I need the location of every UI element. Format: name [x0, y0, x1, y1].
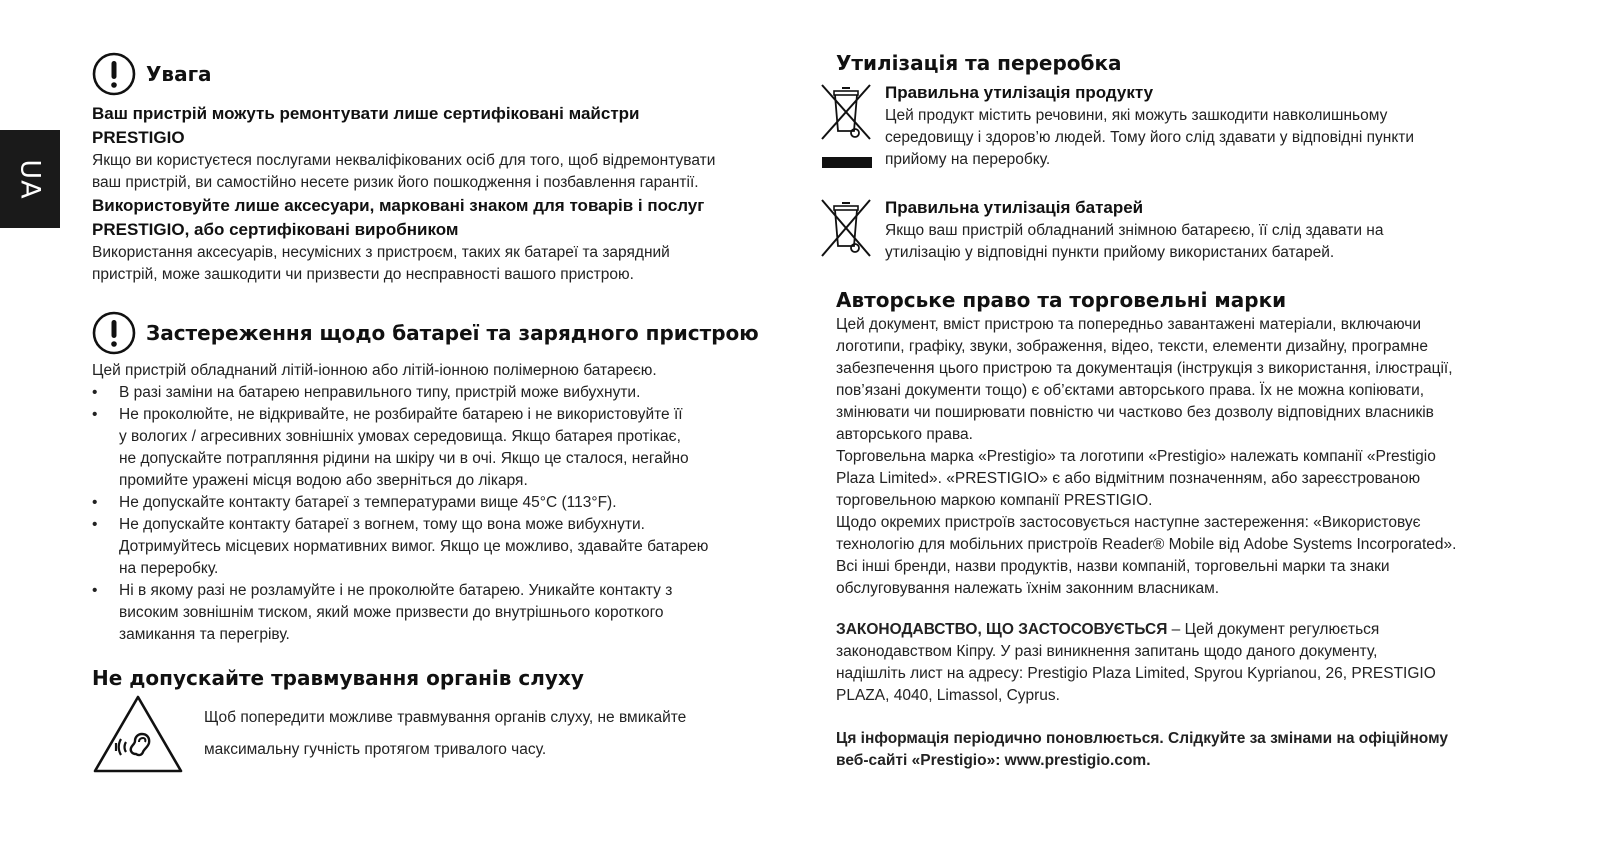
battery-bullet-item — [92, 514, 792, 580]
product-disposal-line: Цей продукт містить речовини, які можуть зашкодити навколишньому — [885, 107, 1388, 124]
bullet-line: у вологих / агресивних зовнішніх умовах середовища. Якщо батарея протікає, — [119, 428, 681, 445]
copyright-line: авторського права. — [836, 426, 973, 443]
law-bold-lead: ЗАКОНОДАВСТВО, ЩО ЗАСТОСОВУЄТЬСЯ — [836, 621, 1168, 638]
hearing-text — [204, 702, 686, 766]
bullet-line: високим зовнішнім тиском, який може призвести до внутрішнього короткого — [119, 604, 664, 621]
copyright-line: технологію для мобільних пристроїв Reader® Mobile від Adobe Systems Incorporated». — [836, 536, 1457, 553]
update-notice-line1: Ця інформація періодично поновлюється. Слідкуйте за змінами на офіційному — [836, 730, 1448, 747]
copyright-line: обслуговування належать їхнім законним власникам. — [836, 580, 1220, 597]
copyright-line: торговельною маркою компанії PRESTIGIO. — [836, 492, 1153, 509]
exclamation-circle-icon — [92, 311, 136, 355]
bullet-line: Не допускайте контакту батареї з температурами вище 45°C (113°F). — [119, 494, 617, 511]
battery-disposal-line: утилізацію у відповідні пункти прийому використаних батарей. — [885, 244, 1335, 261]
hearing-title: Не допускайте травмування органів слуху — [92, 666, 584, 690]
battery-section — [92, 360, 792, 646]
attention-title: Увага — [146, 62, 212, 86]
copyright-title: Авторське право та торговельні марки — [836, 288, 1287, 312]
repair-text-line2: ваш пристрій, ви самостійно несете ризик його пошкодження і позбавлення гарантії. — [92, 174, 699, 191]
battery-disposal-text — [885, 220, 1525, 264]
bullet-line: на переробку. — [119, 560, 219, 577]
battery-disposal-heading: Правильна утилізація батарей — [885, 198, 1144, 217]
hearing-text-line2: максимальну гучність протягом тривалого часу. — [204, 741, 547, 758]
battery-bullet-item — [92, 382, 792, 404]
product-disposal-heading: Правильна утилізація продукту — [885, 83, 1154, 102]
attention-section — [92, 102, 792, 286]
battery-bullet-list — [92, 382, 792, 646]
bullet-line: Дотримуйтесь місцевих нормативних вимог. Якщо це можливо, здавайте батарею — [119, 538, 709, 555]
copyright-line: Торговельна марка «Prestigio» та логотипи «Prestigio» належать компанії «Prestigio — [836, 448, 1436, 465]
bullet-line: Не проколюйте, не відкривайте, не розбирайте батарею і не використовуйте її — [119, 406, 683, 423]
product-disposal-line: середовищу і здоров’ю людей. Тому його слід здавати у відповідні пункти — [885, 129, 1415, 146]
bullet-line: не допускайте потрапляння рідини на шкіру чи в очі. Якщо це сталося, негайно — [119, 450, 689, 467]
repair-text-line1: Якщо ви користуєтеся послугами некваліфікованих осіб для того, щоб відремонтувати — [92, 152, 716, 169]
language-tab — [0, 130, 60, 228]
language-tab-label: UA — [14, 158, 46, 200]
accessories-text-line2: пристрій, може зашкодити чи призвести до несправності вашого пристрою. — [92, 266, 634, 283]
product-disposal — [885, 81, 1525, 171]
battery-intro: Цей пристрій обладнаний літій-іонною або літій-іонною полімерною батареєю. — [92, 362, 657, 379]
copyright-line: Plaza Limited». «PRESTIGIO» є або відмітним позначенням, або зареєстрованою — [836, 470, 1421, 487]
product-bin-icon-wrap — [818, 81, 874, 178]
copyright-line: Щодо окремих пристроїв застосовується наступне застереження: «Використовує — [836, 514, 1421, 531]
product-disposal-line: прийому на переробку. — [885, 151, 1051, 168]
accessories-heading-line1: Використовуйте лише аксесуари, марковані знаком для товарів і послуг — [92, 196, 705, 215]
bullet-line: промийте уражені місця водою або зверніться до лікаря. — [119, 472, 528, 489]
attention-header — [92, 52, 212, 96]
battery-disposal — [885, 196, 1525, 264]
product-disposal-text — [885, 105, 1525, 171]
law-line: PLAZA, 4040, Limassol, Cyprus. — [836, 687, 1060, 704]
law-line1-rest: – Цей документ регулюється — [1167, 621, 1380, 638]
battery-bullet-item — [92, 404, 792, 492]
copyright-line: пов’язані документи тощо) є об’єктами авторського права. Їх не можна копіювати, — [836, 382, 1425, 399]
copyright-line: логотипи, графіку, звуки, зображення, відео, тексти, елементи дизайну, програмне — [836, 338, 1428, 355]
battery-bin-icon-wrap — [818, 196, 874, 265]
bullet-line: Не допускайте контакту батареї з вогнем, тому що вона може вибухнути. — [119, 516, 645, 533]
battery-title: Застереження щодо батареї та зарядного пристрою — [146, 321, 759, 345]
bullet-line: Ні в якому разі не розламуйте і не проколюйте батарею. Уникайте контакту з — [119, 582, 673, 599]
law-text — [836, 619, 1536, 707]
battery-bullet-item — [92, 492, 792, 514]
repair-heading — [92, 102, 792, 150]
hearing-warning-icon — [92, 694, 184, 779]
bullet-line: замикання та перегріву. — [119, 626, 290, 643]
crossed-bin-icon — [818, 81, 874, 173]
ear-warning-icon — [92, 694, 184, 774]
repair-heading-line1: Ваш пристрій можуть ремонтувати лише сертифіковані майстри — [92, 104, 640, 123]
crossed-bin-icon — [818, 196, 874, 260]
law-lines — [836, 643, 1436, 704]
update-notice-line2: веб-сайті «Prestigio»: www.prestigio.com. — [836, 752, 1151, 769]
battery-disposal-line: Якщо ваш пристрій обладнаний знімною батареєю, її слід здавати на — [885, 222, 1384, 239]
update-notice — [836, 728, 1536, 772]
repair-heading-line2: PRESTIGIO — [92, 128, 185, 147]
accessories-heading — [92, 194, 792, 242]
hearing-text-line1: Щоб попередити можливе травмування органів слуху, не вмикайте — [204, 709, 687, 726]
bullet-line: В разі заміни на батарею неправильного типу, пристрій може вибухнути. — [119, 384, 641, 401]
battery-bullet-item — [92, 580, 792, 646]
repair-text — [92, 150, 792, 194]
battery-header — [92, 311, 759, 355]
copyright-text — [836, 314, 1536, 600]
copyright-line: Цей документ, вміст пристрою та попередньо завантажені матеріали, включаючи — [836, 316, 1421, 333]
law-line: надішліть лист на адресу: Prestigio Plaza Limited, Spyrou Kyprianou, 26, PRESTIGIO — [836, 665, 1436, 682]
law-line: законодавством Кіпру. У разі виникнення запитань щодо даного документу, — [836, 643, 1378, 660]
exclamation-circle-icon — [92, 52, 136, 96]
accessories-heading-line2: PRESTIGIO, або сертифіковані виробником — [92, 220, 459, 239]
accessories-text-line1: Використання аксесуарів, несумісних з пристроєм, таких як батареї та зарядний — [92, 244, 670, 261]
accessories-text — [92, 242, 792, 286]
copyright-line: Всі інші бренди, назви продуктів, назви компаній, торговельні марки та знаки — [836, 558, 1390, 575]
recycling-title: Утилізація та переробка — [836, 51, 1122, 75]
copyright-line: забезпечення цього пристрою та документація (інструкція з використання, ілюстрації, — [836, 360, 1453, 377]
copyright-line: змінювати чи поширювати повністю чи частково без дозволу відповідних власників — [836, 404, 1434, 421]
